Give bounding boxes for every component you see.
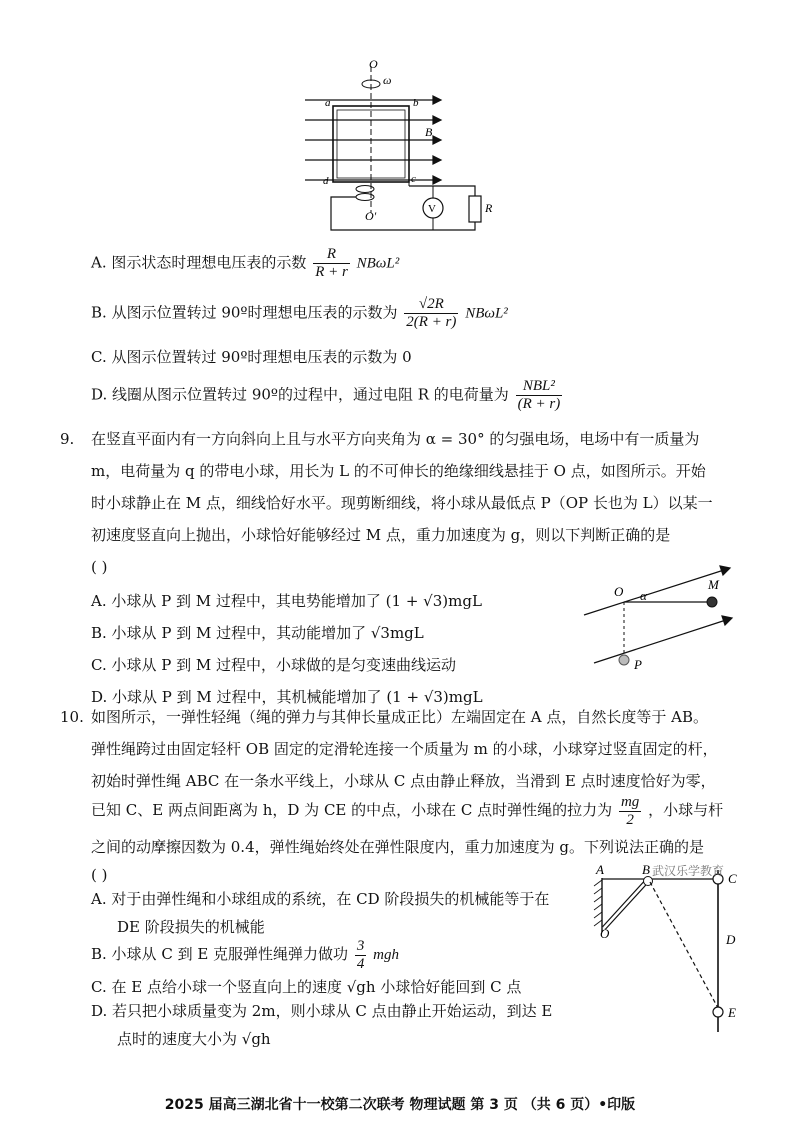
q10-option-d-line1: D. 若只把小球质量变为 2m，则小球从 C 点由静止开始运动，到达 E [91, 1002, 553, 1020]
label-B: B [642, 862, 650, 877]
q10-option-c: C. 在 E 点给小球一个竖直向上的速度 √gh 小球恰好能回到 C 点 [91, 978, 522, 996]
label-D: D [726, 932, 736, 947]
q10-number: 10. [60, 708, 84, 726]
label-O: O [614, 584, 624, 599]
label-O: O [369, 58, 378, 71]
q10-stem-line2: 弹性绳跨过由固定轻杆 OB 固定的定滑轮连接一个质量为 m 的小球，小球穿过竖直固定的杆， [91, 740, 718, 758]
label-omega: ω [383, 73, 392, 87]
label-R: R [485, 201, 493, 215]
q9-option-d: D. 小球从 P 到 M 过程中，其机械能增加了 (1 + √3)mgL [91, 688, 483, 706]
q9-stem-line3: 时小球静止在 M 点，细线恰好水平。现剪断细线，将小球从最低点 P（OP 长也为 L）以某一 [91, 494, 713, 512]
label-b: b [413, 97, 419, 109]
q10-stem-line1: 如图所示，一弹性轻绳（绳的弹力与其伸长量成正比）左端固定在 A 点，自然长度等于 AB。 [91, 708, 708, 726]
label-d: d [323, 175, 329, 187]
q10-answer-bracket: ( ) [91, 866, 108, 884]
q8-option-a: A. 图示状态时理想电压表的示数 $\frac{R}{R + r}$ NBωL² [91, 246, 400, 280]
label-a: a [325, 97, 331, 109]
q9-option-b: B. 小球从 P 到 M 过程中，其动能增加了 √3mgL [91, 624, 424, 642]
q10-figure [590, 860, 750, 1035]
q8-option-c: C. 从图示位置转过 90º时理想电压表的示数为 0 [91, 348, 412, 366]
q9-stem-line4: 初速度竖直向上抛出，小球恰好能够经过 M 点，重力加速度为 g，则以下判断正确的是 [91, 526, 671, 544]
q10-option-a-line1: A. 对于由弹性绳和小球组成的系统，在 CD 阶段损失的机械能等于在 [91, 890, 550, 908]
q10-option-b: B. 小球从 C 到 E 克服弹性绳弹力做功 $\frac{3}{4}$ mgh [91, 937, 399, 972]
q10-stem-line3: 初始时弹性绳 ABC 在一条水平线上，小球从 C 点由静止释放，当滑到 E 点时速度恰好为零， [91, 772, 716, 790]
label-E: E [728, 1005, 736, 1020]
label-O: O [600, 926, 610, 941]
q9-stem-line2: m，电荷量为 q 的带电小球，用长为 L 的不可伸长的绝缘细线悬挂于 O 点，如图所示。开始 [91, 462, 706, 480]
label-P: P [634, 657, 642, 672]
q10-stem-line5: 之间的动摩擦因数为 0.4，弹性绳始终处在弹性限度内，重力加速度为 g。下列说法正确的是 [91, 838, 704, 856]
q10-option-d-line2: 点时的速度大小为 √gh [117, 1030, 271, 1048]
watermark: 武汉乐学教育 [652, 864, 725, 878]
label-O2: O' [365, 209, 377, 223]
q9-figure [576, 565, 741, 673]
label-alpha: α [640, 588, 647, 603]
label-c: c [411, 173, 416, 185]
q10-option-a-line2: DE 阶段损失的机械能 [117, 918, 265, 936]
q9-option-c: C. 小球从 P 到 M 过程中，小球做的是匀变速曲线运动 [91, 656, 457, 674]
q9-option-a: A. 小球从 P 到 M 过程中，其电势能增加了 (1 + √3)mgL [91, 592, 482, 610]
q9-answer-bracket: ( ) [91, 558, 108, 576]
label-B: B [425, 125, 433, 139]
label-C: C [728, 871, 737, 886]
q8-option-d: D. 线圈从图示位置转过 90º的过程中，通过电阻 R 的电荷量为 $\frac{\text{NBL²}}{(R + r)}$ [91, 378, 561, 412]
q9-stem-line1: 在竖直平面内有一方向斜向上且与水平方向夹角为 α = 30° 的匀强电场，电场中有一质量为 [91, 430, 700, 448]
q9-number: 9. [60, 430, 75, 448]
label-V: V [428, 203, 436, 215]
q8-figure [305, 58, 515, 246]
page-footer: 2025 届高三湖北省十一校第二次联考 物理试题 第 3 页 （共 6 页）•印版 [164, 1097, 636, 1113]
q10-stem-line4: 已知 C、E 两点间距离为 h，D 为 CE 的中点，小球在 C 点时弹性绳的拉力为 $\frac{mg}{2}$ ，小球与杆 [91, 793, 724, 828]
label-A: A [596, 862, 604, 877]
q8-option-b: B. 从图示位置转过 90º时理想电压表的示数为 $\frac{√2R}{2(R + r)}$ NBωL² [91, 296, 508, 330]
label-M: M [708, 577, 719, 592]
